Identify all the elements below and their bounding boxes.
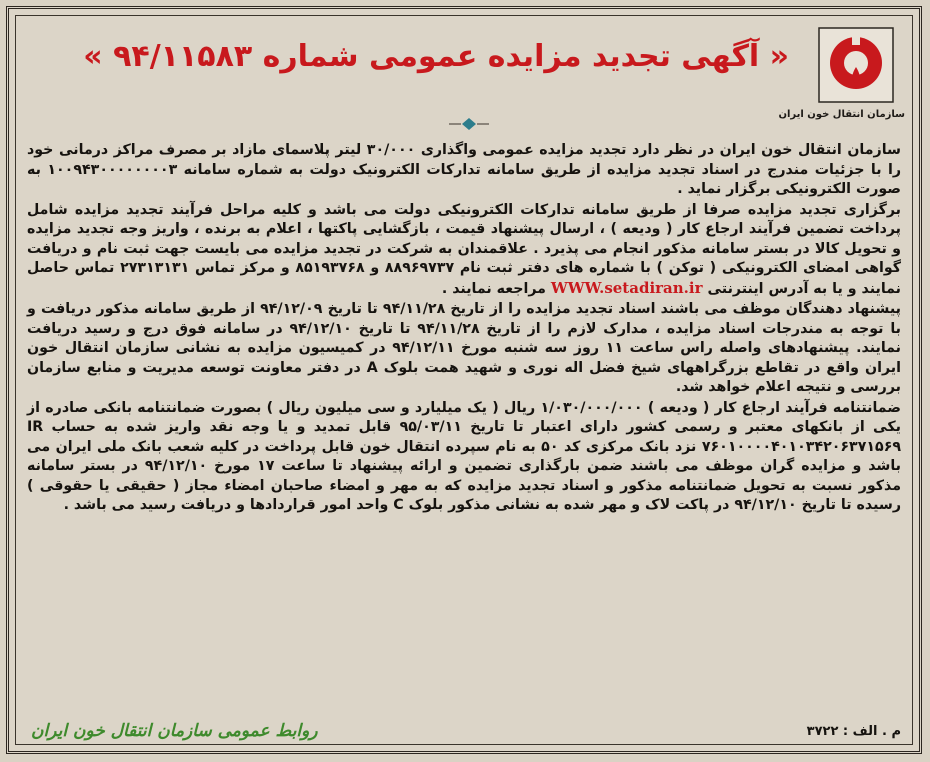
org-name: سازمان انتقال خون ایران (778, 109, 905, 120)
advertisement-page (6, 6, 922, 754)
page-title: « آگهی تجدید مزایده عمومی شماره ۹۴/۱۱۵۸۳ » (83, 39, 789, 74)
paragraph-procedure (27, 201, 901, 300)
announcement-body (27, 141, 901, 517)
paragraph-dates: پیشنهاد دهندگان موظف می باشند اسناد تجدید مزایده را از تاریخ ۹۴/۱۱/۲۸ تا تاریخ ۹۴/۱۲/۰۹ از طریق سامانه مذکور دریافت و با توجه به مندرجات اسناد مزایده ، مدارک لازم را از تاریخ ۹۴/۱۱/۲۸ تا تاریخ ۹۴/۱۲/۱۰ در سامانه فوق درج و رسید دریافت نمایند. پیشنهادهای واصله راس ساعت ۱۱ روز سه شنبه مورخ ۹۴/۱۲/۱۱ در کمیسیون مزایده به نشانی سازمان انتقال خون ایران واقع در تقاطع بزرگراههای شیخ فضل اله نوری و شهید همت بلوک A در دفتر معاونت توسعه مدیریت و منابع سازمان بررسی و نتیجه اعلام خواهد شد. (27, 301, 901, 395)
blood-transfusion-logo-icon (818, 27, 894, 103)
procedure-text-end: مراجعه نمایند . (441, 280, 546, 297)
org-logo (778, 27, 905, 137)
procedure-text: برگزاری تجدید مزایده صرفا از طریق سامانه تدارکات الکترونیکی دولت می باشد و کلیه مراحل فرآیند تجدید مزایده شامل پرداخت تضمین فرآیند ارجاع کار ( ودیعه ) ، ارسال پیشنهاد قیمت ، بازگشایی پاکتها ، اعلام به برنده ، واریز وجه تجدید مزایده و تحویل کالا در بستر سامانه مذکور انجام می پذیرد . علاقمندان به شرکت در تجدید مزایده می بایست جهت ثبت نام و دریافت گواهی امضای الکترونیکی ( توکن ) با شماره های دفتر ثبت نام ۸۸۹۶۹۷۳۷ و ۸۵۱۹۳۷۶۸ و مرکز تماس ۲۷۳۱۳۱۳۱ تماس حاصل نمایند و یا به آدرس اینترنتی (27, 201, 901, 297)
website-link[interactable]: WWW.setadiran.ir (550, 278, 703, 297)
paragraph-guarantee: ضمانتنامه فرآیند ارجاع کار ( ودیعه ) ۱/۰۳۰/۰۰۰/۰۰۰ ریال ( یک میلیارد و سی میلیون ریال ) بصورت ضمانتنامه بانکی صادره از یکی از بانکهای معتبر و رسمی کشور دارای اعتبار تا تاریخ ۹۵/۰۳/۱۱ قابل تمدید و یا وجه نقد واریز شده به حساب IR ۷۶۰۱۰۰۰۰۴۰۱۰۳۴۲۰۶۳۷۱۵۶۹ نزد بانک مرکزی کد ۵۰ به نام سپرده انتقال خون قابل پرداخت در کلیه شعب بانک ملی ایران می باشد و مزایده گران موظف می باشند ضمن بارگذاری تضمین و ارائه پیشنهاد تا ساعت ۱۷ مورخ ۹۴/۱۲/۱۰ در بستر سامانه مذکور نسبت به تحویل ضمانتنامه مذکور و اسناد تجدید مزایده که به مهر و امضاء صاحبان امضاء مجاز ( حقیقی یا حقوقی ) رسیده تا تاریخ ۹۴/۱۲/۱۰ در پاکت لاک و مهر شده به نشانی مذکور بلوک C واحد امور قراردادها و دریافت رسید می باشد . (27, 399, 902, 513)
paragraph-intro: سازمان انتقال خون ایران در نظر دارد تجدید مزایده عمومی واگذاری ۳۰/۰۰۰ لیتر پلاسمای مازاد بر مصرف مراکز درمانی خود را با جزئیات مندرج در اسناد تجدید مزایده از طریق سامانه تدارکات الکترونیک دولت به شماره سامانه ۱۰۰۹۴۳۰۰۰۰۰۰۰۰۳ به صورت الکترونیکی برگزار نماید . (27, 142, 901, 197)
public-relations-signature: روابط عمومی سازمان انتقال خون ایران (31, 721, 318, 741)
ad-code: م . الف : ۳۷۲۲ (806, 724, 901, 739)
divider-ornament-icon (449, 117, 489, 131)
